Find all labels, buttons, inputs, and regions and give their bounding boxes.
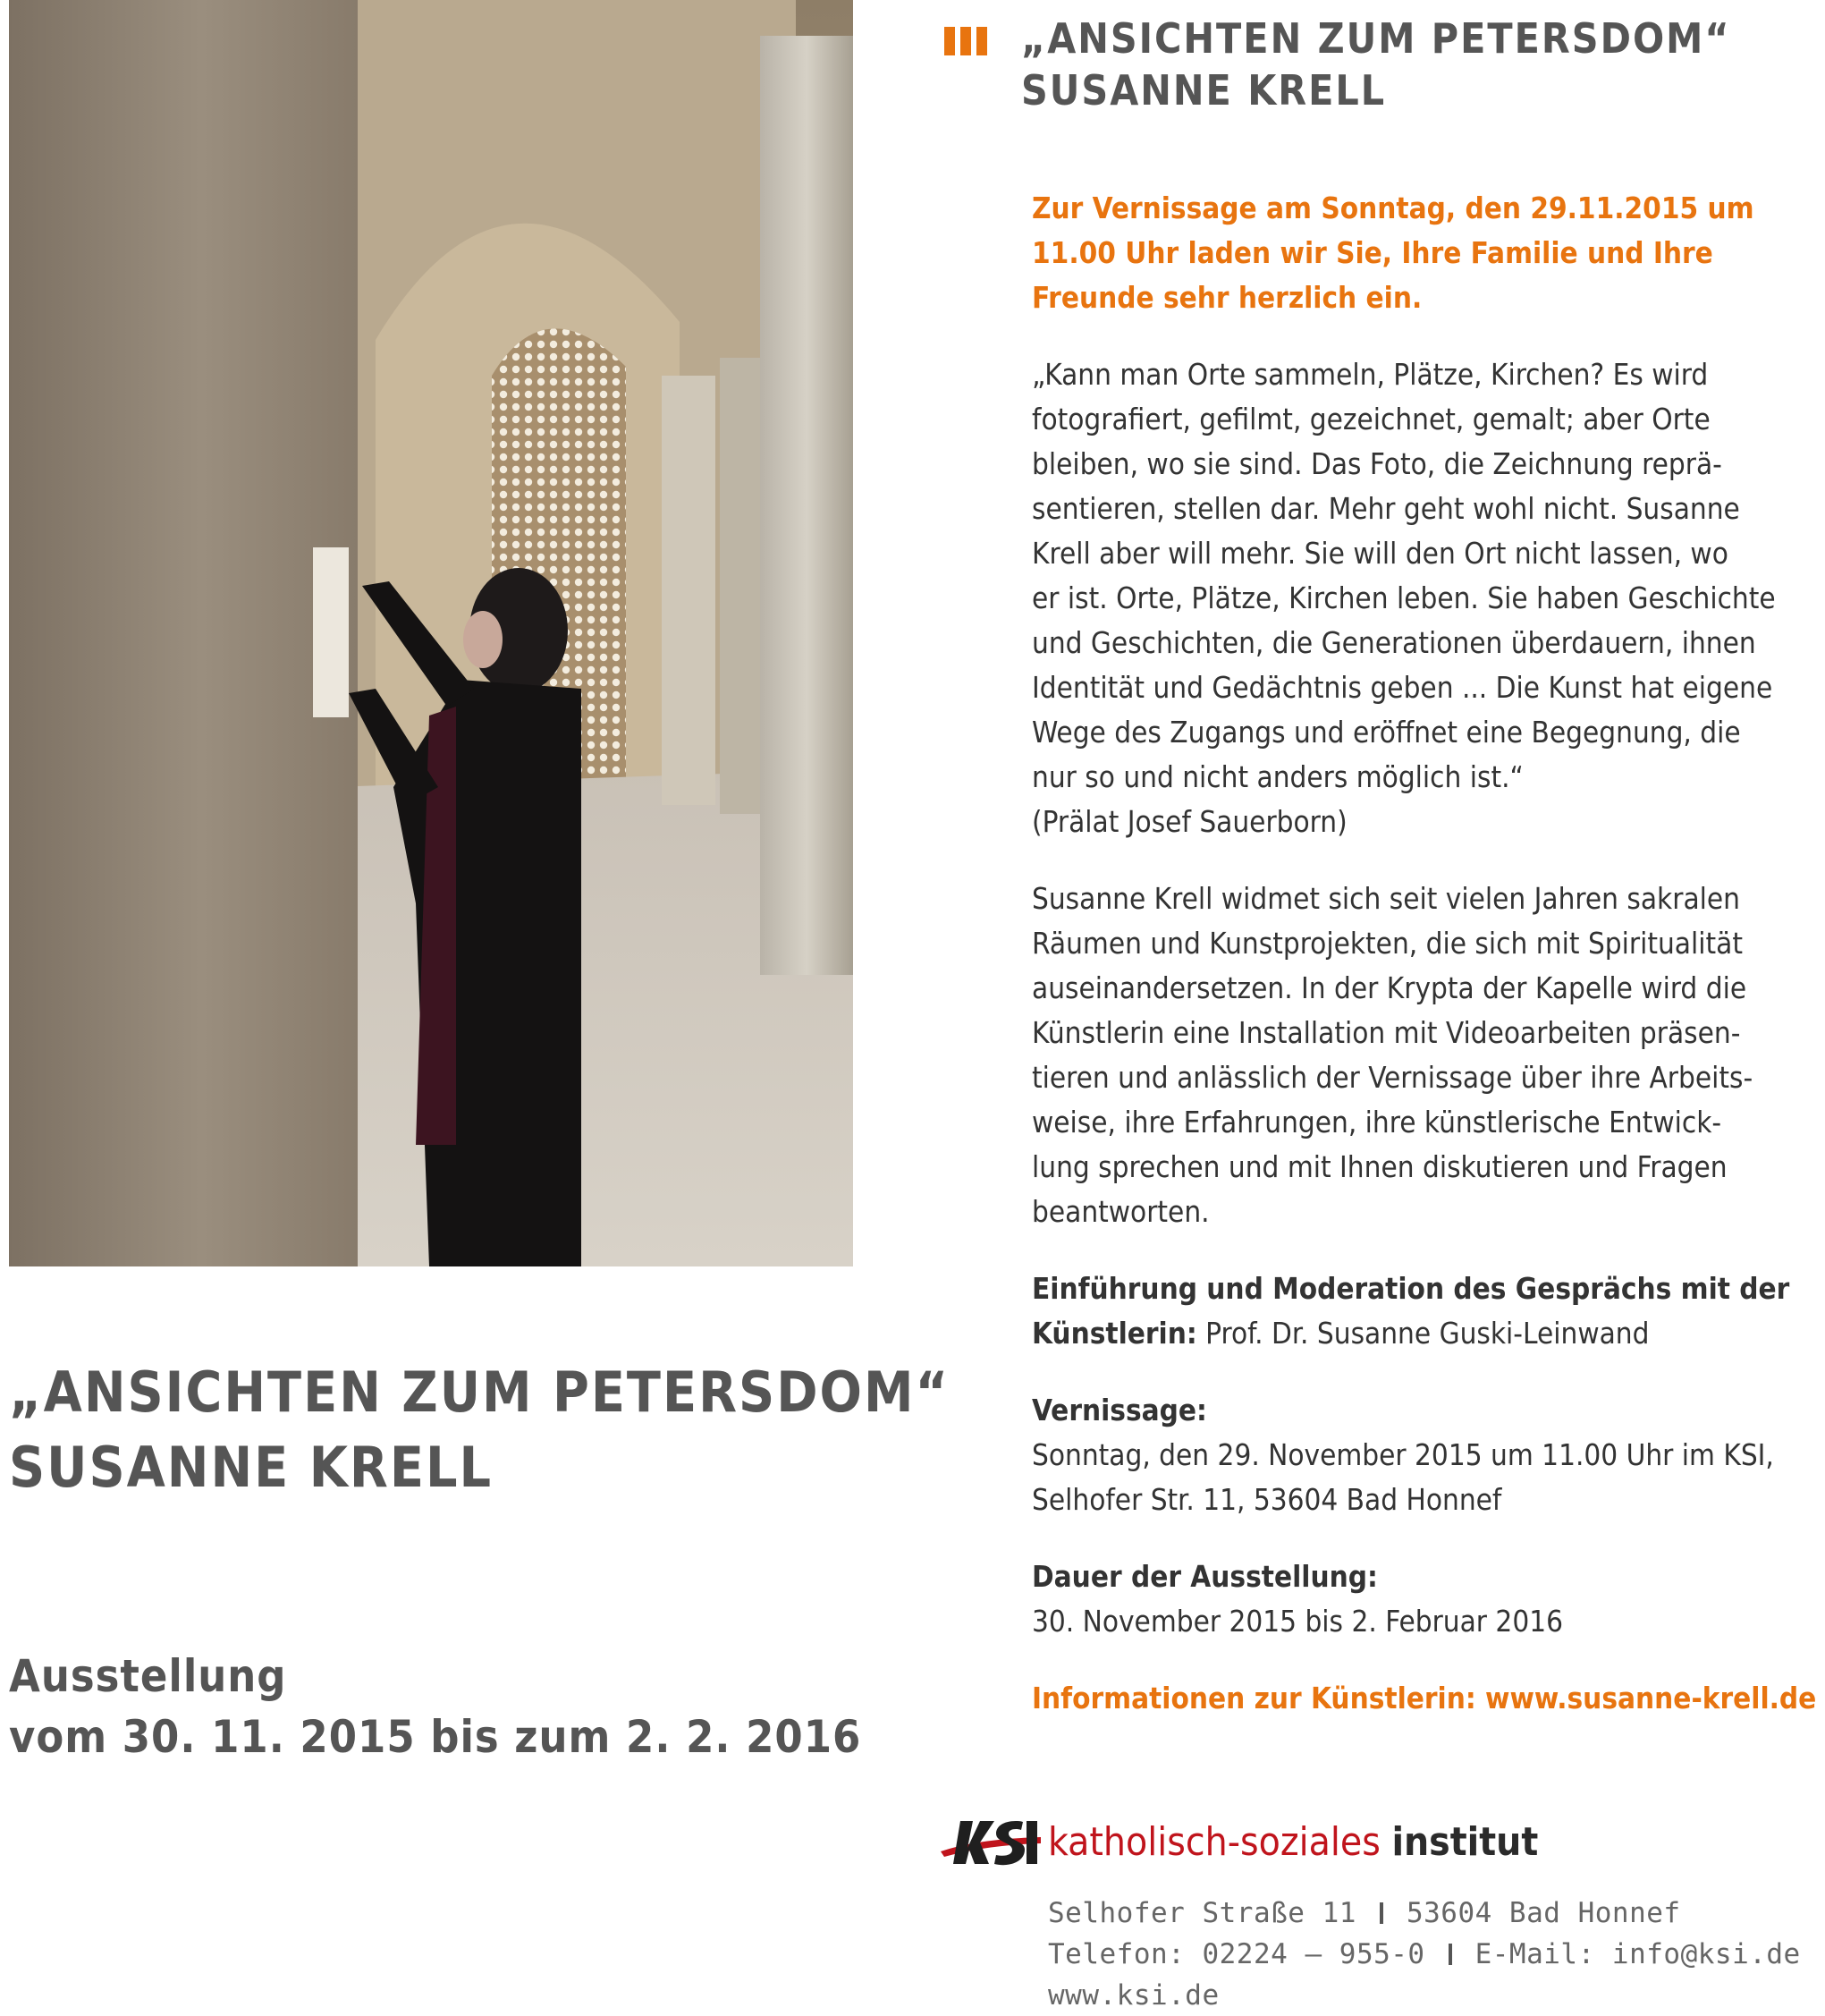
quote-line: er ist. Orte, Plätze, Kirchen leben. Sie haben Geschichte bbox=[1032, 580, 1776, 615]
quote-line: Identität und Gedächtnis geben ... Die Kunst hat eigene bbox=[1032, 670, 1773, 705]
moderation-label-line1: Einführung und Moderation des Gesprächs mit der bbox=[1032, 1271, 1790, 1306]
address-phone: Telefon: 02224 – 955-0 bbox=[1048, 1938, 1425, 1970]
separator-bar-icon bbox=[1449, 1944, 1452, 1965]
address-city: 53604 Bad Honnef bbox=[1406, 1897, 1681, 1929]
vernissage-paragraph bbox=[1032, 1388, 1801, 1522]
moderation-value: Prof. Dr. Susanne Guski-Leinwand bbox=[1196, 1316, 1650, 1351]
description-line: tieren und anlässlich der Vernissage über ihre Arbeits- bbox=[1032, 1060, 1753, 1095]
description-line: Susanne Krell widmet sich seit vielen Jahren sakralen bbox=[1032, 881, 1740, 916]
left-exhibition-dates bbox=[9, 1646, 862, 1767]
ksi-logo-mark-icon bbox=[941, 1816, 1041, 1869]
vernissage-label: Vernissage: bbox=[1032, 1393, 1207, 1427]
description-line: auseinandersetzen. In der Krypta der Kapelle wird die bbox=[1032, 970, 1747, 1005]
description-line: beantworten. bbox=[1032, 1194, 1210, 1229]
invitation-body bbox=[1032, 186, 1817, 1721]
description-line: Künstlerin eine Installation mit Videoarbeiten präsen- bbox=[1032, 1015, 1741, 1050]
quote-line: bleiben, wo sie sind. Das Foto, die Zeichnung reprä- bbox=[1032, 446, 1722, 481]
left-title-line2: SUSANNE KRELL bbox=[9, 1435, 494, 1500]
left-title-line1: „ANSICHTEN ZUM PETERSDOM“ bbox=[9, 1360, 951, 1425]
description-paragraph bbox=[1032, 877, 1801, 1234]
quote-paragraph bbox=[1032, 352, 1801, 844]
right-title-line2: SUSANNE KRELL bbox=[1021, 66, 1387, 114]
ksi-logo-text bbox=[1048, 1817, 1538, 1868]
right-exhibition-title bbox=[1021, 13, 1731, 116]
ksi-logo bbox=[941, 1816, 1781, 1869]
right-title-line1: „ANSICHTEN ZUM PETERSDOM“ bbox=[1021, 14, 1731, 63]
photo-artist-in-mosque bbox=[9, 0, 853, 1266]
duration-value: 30. November 2015 bis 2. Februar 2016 bbox=[1032, 1604, 1563, 1639]
info-paragraph bbox=[1032, 1676, 1817, 1721]
invitation-intro bbox=[1032, 186, 1801, 320]
vernissage-line2: Selhofer Str. 11, 53604 Bad Honnef bbox=[1032, 1482, 1502, 1517]
left-exhibition-title bbox=[9, 1355, 951, 1505]
quote-line: nur so und nicht anders möglich ist.“ bbox=[1032, 759, 1524, 794]
description-line: Räumen und Kunstprojekten, die sich mit Spiritualität bbox=[1032, 926, 1743, 961]
description-line: lung sprechen und mit Ihnen diskutieren und Fragen bbox=[1032, 1149, 1728, 1184]
artist-info-link[interactable]: Informationen zur Künstlerin: www.susanne-krell.de bbox=[1032, 1681, 1817, 1715]
quote-attribution: (Prälat Josef Sauerborn) bbox=[1032, 804, 1348, 839]
moderation-paragraph bbox=[1032, 1266, 1801, 1356]
orange-bars-icon bbox=[944, 27, 989, 55]
quote-line: „Kann man Orte sammeln, Plätze, Kirchen? Es wird bbox=[1032, 357, 1709, 392]
duration-label: Dauer der Ausstellung: bbox=[1032, 1559, 1378, 1594]
intro-line: 11.00 Uhr laden wir Sie, Ihre Familie und Ihre bbox=[1032, 235, 1713, 270]
moderation-label-line2: Künstlerin: bbox=[1032, 1316, 1197, 1351]
intro-line: Freunde sehr herzlich ein. bbox=[1032, 280, 1423, 315]
logo-text-light: katholisch-soziales bbox=[1048, 1819, 1381, 1865]
left-subtitle-line1: Ausstellung bbox=[9, 1650, 287, 1702]
duration-paragraph bbox=[1032, 1554, 1801, 1644]
description-line: weise, ihre Erfahrungen, ihre künstlerische Entwick- bbox=[1032, 1105, 1722, 1139]
separator-bar-icon bbox=[1380, 1902, 1383, 1924]
intro-line: Zur Vernissage am Sonntag, den 29.11.2015 um bbox=[1032, 191, 1754, 225]
logo-text-bold: institut bbox=[1391, 1819, 1539, 1865]
exhibition-photo bbox=[9, 0, 853, 1266]
institute-address bbox=[1048, 1893, 1801, 2016]
quote-line: und Geschichten, die Generationen überdauern, ihnen bbox=[1032, 625, 1756, 660]
vernissage-line1: Sonntag, den 29. November 2015 um 11.00 Uhr im KSI, bbox=[1032, 1437, 1774, 1472]
left-subtitle-line2: vom 30. 11. 2015 bis zum 2. 2. 2016 bbox=[9, 1711, 862, 1763]
quote-line: Krell aber will mehr. Sie will den Ort nicht lassen, wo bbox=[1032, 536, 1728, 571]
quote-line: sentieren, stellen dar. Mehr geht wohl nicht. Susanne bbox=[1032, 491, 1740, 526]
address-website[interactable]: www.ksi.de bbox=[1048, 1979, 1220, 2012]
address-email[interactable]: E-Mail: info@ksi.de bbox=[1474, 1938, 1801, 1970]
address-street: Selhofer Straße 11 bbox=[1048, 1897, 1356, 1929]
quote-line: Wege des Zugangs und eröffnet eine Begegnung, die bbox=[1032, 715, 1741, 750]
quote-line: fotografiert, gefilmt, gezeichnet, gemalt; aber Orte bbox=[1032, 402, 1711, 436]
